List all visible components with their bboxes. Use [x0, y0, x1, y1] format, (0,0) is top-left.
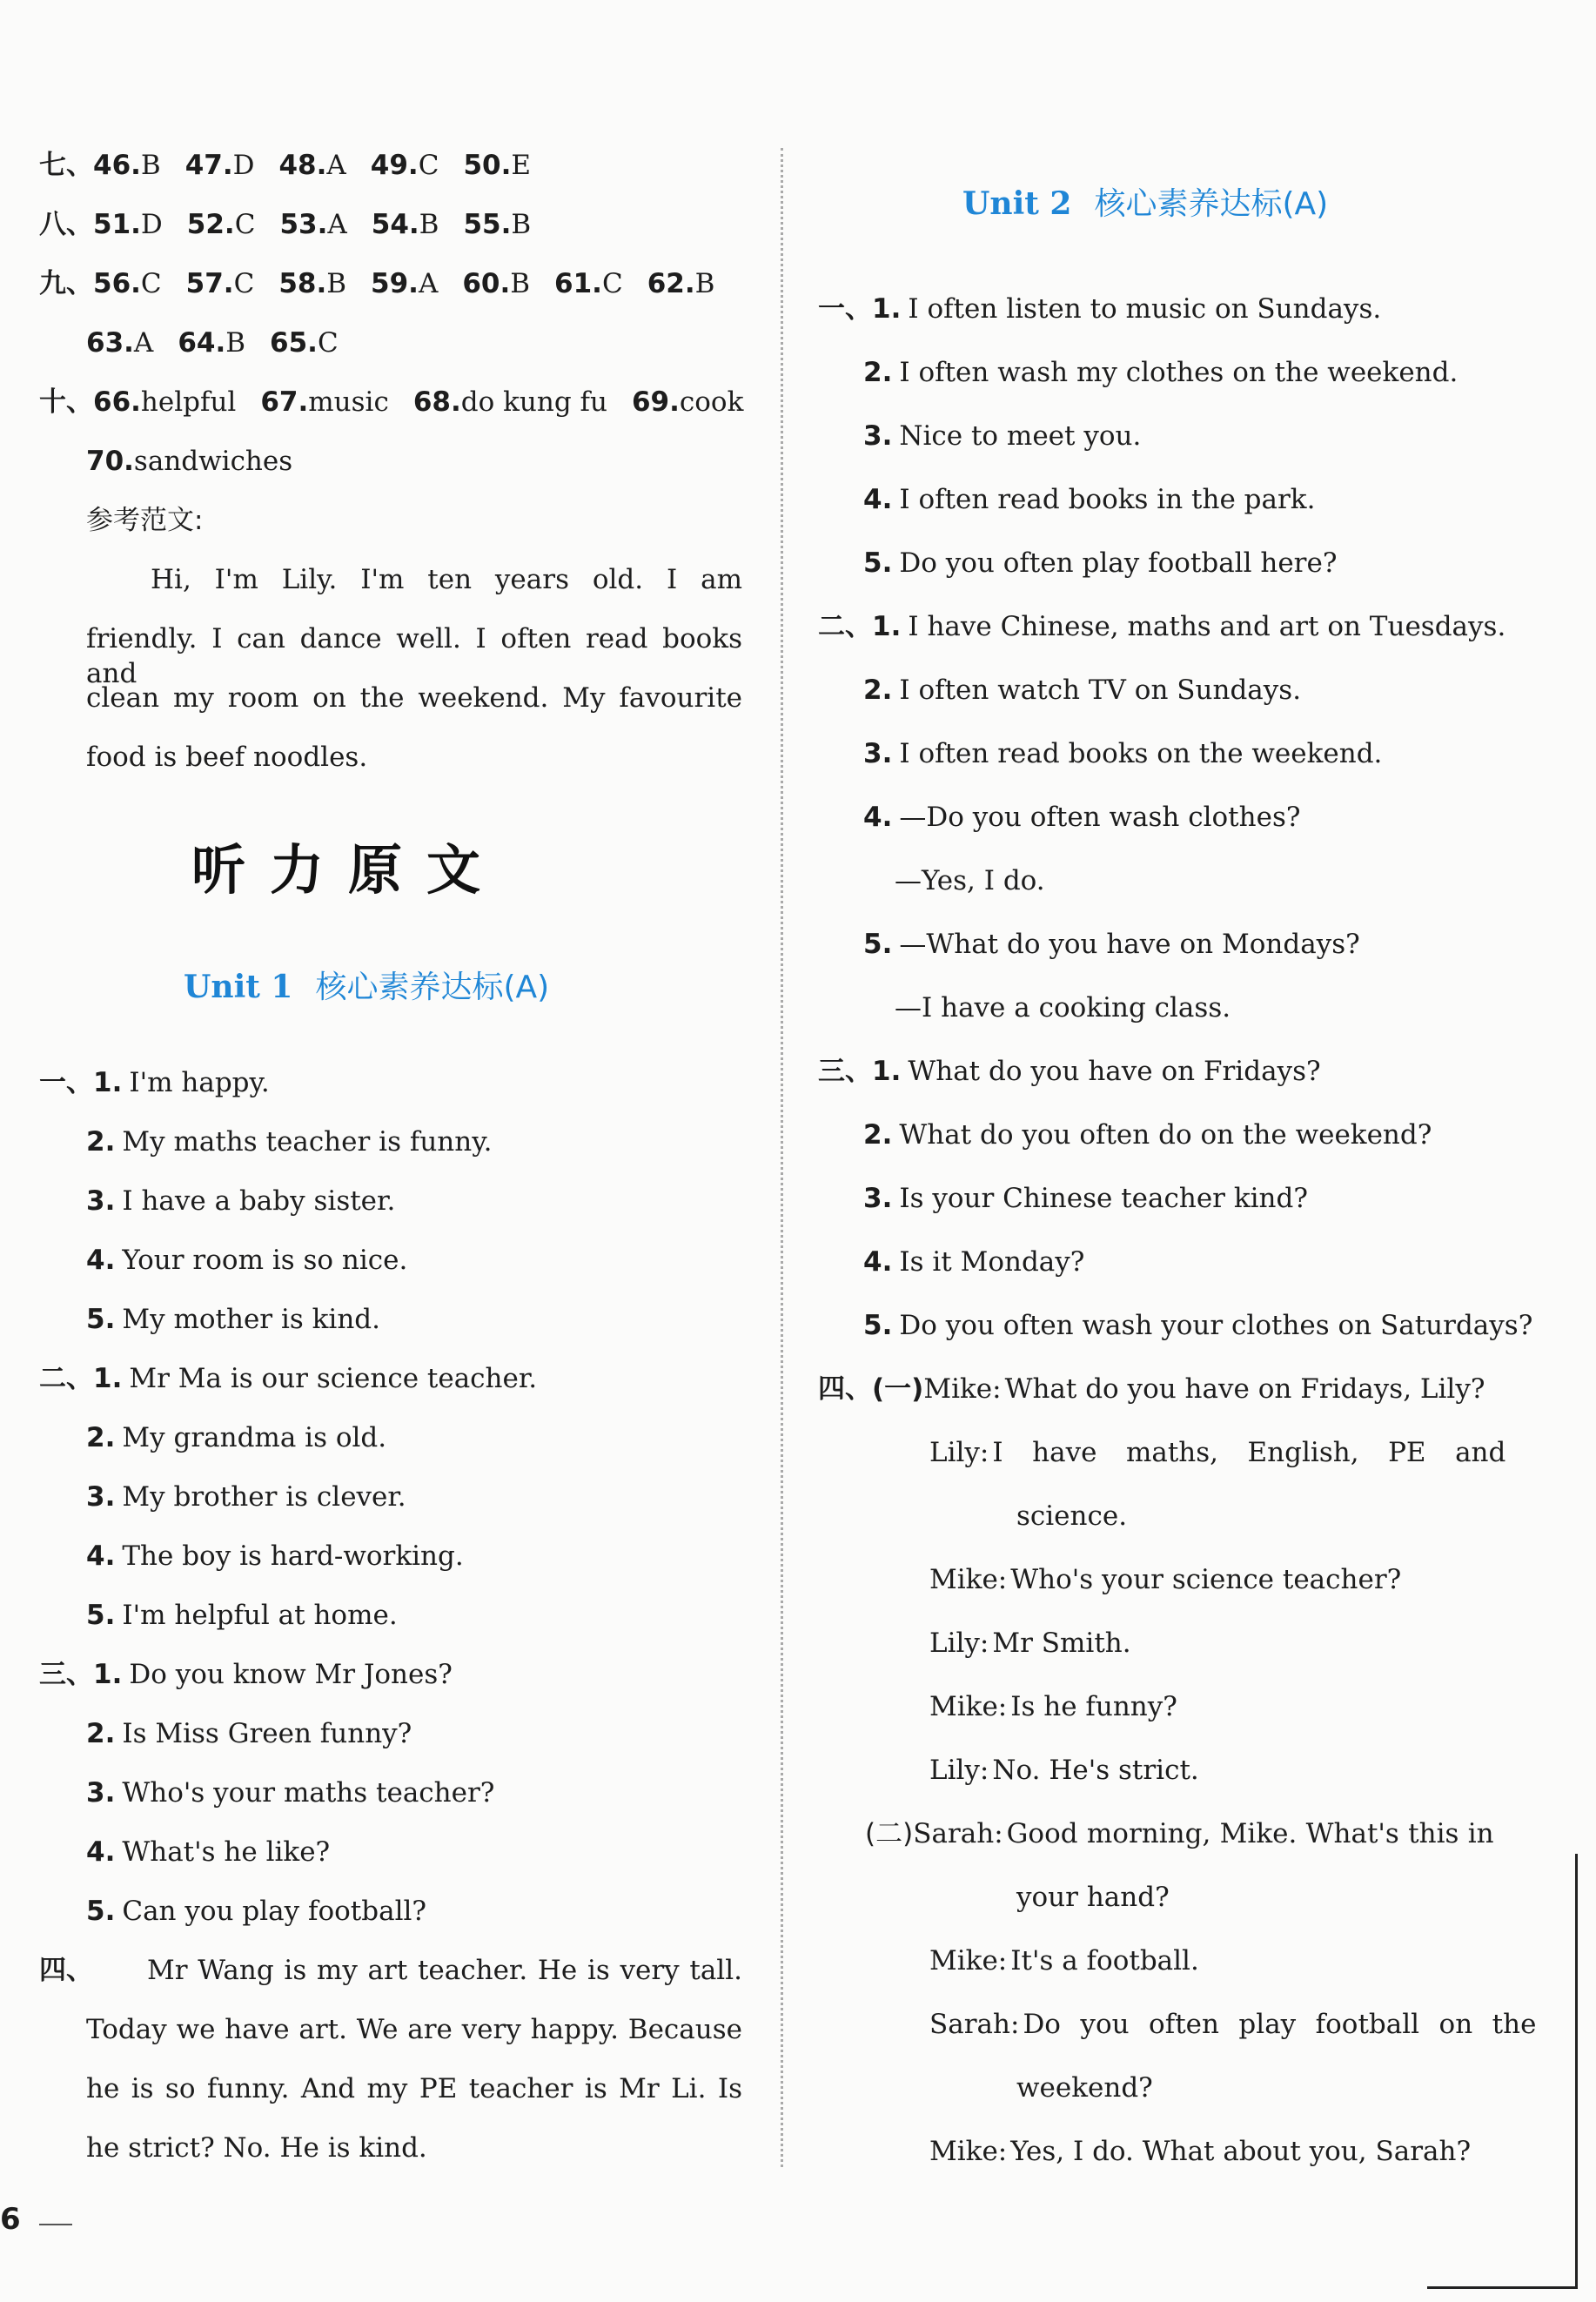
- answer-number: 63.: [86, 327, 134, 359]
- answer-item: [413, 386, 607, 418]
- answer-item: [260, 386, 388, 418]
- item-number: 2.: [86, 1718, 116, 1749]
- item-text: —I have a cooking class.: [895, 992, 1231, 1023]
- listening-item: [86, 1302, 380, 1337]
- answer-item: [86, 327, 153, 359]
- listening-item: [86, 1243, 407, 1278]
- listening-item: [863, 419, 1141, 453]
- listening-item: [86, 1480, 406, 1514]
- answer-value: D: [232, 150, 255, 181]
- item-number: 1.: [93, 1659, 123, 1690]
- answer-value: D: [140, 209, 163, 240]
- item-text: Is your Chinese teacher kind?: [899, 1183, 1308, 1214]
- answer-item: [372, 209, 439, 240]
- passage-line: Mr Wang is my art teacher. He is very tall.: [147, 1955, 742, 1986]
- unit-title: [962, 185, 1328, 224]
- item-text: Is it Monday?: [899, 1246, 1085, 1278]
- answer-item: [270, 327, 339, 359]
- listening-item: [39, 1361, 537, 1396]
- item-number: 1.: [93, 1363, 123, 1394]
- answer-item: [371, 268, 438, 299]
- section-label: 二、: [818, 611, 872, 642]
- answer-group-label: 十、: [39, 386, 93, 418]
- listening-item: [863, 1181, 1308, 1216]
- item-text: I often read books on the weekend.: [899, 738, 1383, 769]
- answer-line: [39, 207, 531, 242]
- speaker-name: Sarah:: [913, 1818, 1003, 1849]
- answer-item: [632, 386, 743, 418]
- passage-line: he strict? No. He is kind.: [86, 2132, 427, 2164]
- listening-item: [863, 1308, 1532, 1343]
- unit-title-en: Unit 2: [962, 185, 1072, 222]
- listening-item: [86, 1598, 398, 1633]
- item-text: —Yes, I do.: [895, 865, 1045, 896]
- item-text: Do you often play football here?: [899, 547, 1338, 579]
- speaker-name: Lily:: [929, 1755, 989, 1786]
- answer-line: [86, 444, 292, 479]
- answer-number: 65.: [270, 327, 318, 359]
- item-text: I often read books in the park.: [899, 484, 1316, 515]
- item-text: My grandma is old.: [122, 1422, 387, 1453]
- answer-number: 53.: [279, 209, 328, 240]
- answer-item: [278, 150, 345, 181]
- answer-value: B: [326, 268, 347, 299]
- dialogue-text: It's a football.: [1010, 1945, 1199, 1976]
- answer-number: 64.: [178, 327, 226, 359]
- answer-item: [93, 386, 236, 418]
- section-label: 一、: [39, 1067, 93, 1098]
- item-text: Mr Ma is our science teacher.: [129, 1363, 538, 1394]
- dialogue-text: your hand?: [1016, 1882, 1170, 1913]
- answer-number: 57.: [185, 268, 234, 299]
- answer-number: 70.: [86, 446, 134, 477]
- item-text: —What do you have on Mondays?: [899, 929, 1360, 960]
- answer-number: 69.: [631, 386, 680, 418]
- speaker-name: Sarah:: [929, 2009, 1020, 2040]
- dialogue-text: Who's your science teacher?: [1010, 1564, 1402, 1595]
- dialogue-text: Good morning, Mike. What's this in: [1006, 1818, 1494, 1849]
- answer-number: 60.: [462, 268, 511, 299]
- answer-value: B: [511, 209, 532, 240]
- answer-item: [93, 150, 161, 181]
- section-title: 听力原文: [191, 838, 506, 902]
- listening-item: [863, 482, 1315, 517]
- answer-value: C: [317, 327, 339, 359]
- answer-value: music: [308, 386, 389, 418]
- unit-title-cn: 核心素养达标(A): [315, 970, 550, 1005]
- answer-group-label: 九、: [39, 268, 93, 299]
- listening-item: [863, 355, 1458, 390]
- item-text: My brother is clever.: [122, 1481, 406, 1513]
- dialogue-text: science.: [1016, 1500, 1128, 1532]
- model-essay-line: friendly. I can dance well. I often read books and: [86, 623, 742, 689]
- passage-line: he is so funny. And my PE teacher is Mr Li. Is: [86, 2073, 742, 2104]
- speaker-name: Mike:: [929, 1564, 1008, 1595]
- item-text: Is Miss Green funny?: [122, 1718, 412, 1749]
- dialogue-text: No. He's strict.: [992, 1755, 1199, 1786]
- item-number: 4.: [863, 802, 893, 833]
- answer-item: [371, 150, 439, 181]
- item-number: 5.: [863, 1310, 893, 1341]
- listening-item: [86, 1420, 386, 1455]
- item-text: Do you often wash your clothes on Saturdays?: [899, 1310, 1533, 1341]
- dialogue-line: [865, 1816, 1494, 1851]
- speaker-name: Mike:: [929, 2136, 1008, 2167]
- answer-value: C: [140, 268, 162, 299]
- item-number: 5.: [86, 1600, 116, 1631]
- listening-item: [39, 1657, 453, 1692]
- item-number: 3.: [863, 1183, 893, 1214]
- unit-title-cn: 核心素养达标(A): [1094, 186, 1329, 222]
- answer-number: 51.: [93, 209, 141, 240]
- item-number: 2.: [86, 1126, 116, 1158]
- section-label: 二、: [39, 1363, 93, 1394]
- answer-value: do kung fu: [460, 386, 607, 418]
- item-text: Your room is so nice.: [122, 1245, 408, 1276]
- listening-item: [86, 1894, 426, 1929]
- listening-item: [86, 1835, 330, 1869]
- answer-group-label: 七、: [39, 150, 93, 181]
- listening-item: [863, 1117, 1432, 1152]
- item-number: 1.: [872, 293, 902, 325]
- answer-value: B: [140, 150, 161, 181]
- dialogue-text: I have maths, English, PE and: [992, 1437, 1506, 1468]
- listening-item: [818, 1054, 1321, 1089]
- item-text: What's he like?: [122, 1836, 331, 1868]
- answer-item: [93, 209, 163, 240]
- item-number: 3.: [86, 1185, 116, 1217]
- answer-item: [185, 150, 255, 181]
- answer-item: [554, 268, 623, 299]
- item-text: What do you have on Fridays?: [908, 1056, 1321, 1087]
- page-number: 6: [0, 2202, 21, 2237]
- answer-item: [278, 268, 346, 299]
- dialogue-section-label: 四、(一): [818, 1373, 924, 1405]
- item-number: 1.: [872, 611, 902, 642]
- answer-number: 56.: [93, 268, 141, 299]
- answer-item: [279, 209, 346, 240]
- answer-value: B: [419, 209, 439, 240]
- item-text: I have a baby sister.: [122, 1185, 396, 1217]
- item-number: 2.: [863, 674, 893, 706]
- answer-item: [186, 268, 255, 299]
- dialogue-line: [929, 1943, 1199, 1978]
- listening-item: [863, 1245, 1084, 1279]
- page-number-dash: [39, 2224, 72, 2225]
- answer-number: 46.: [93, 150, 141, 181]
- answer-item: [86, 446, 292, 477]
- item-text: The boy is hard-working.: [122, 1540, 464, 1572]
- column-divider: [781, 148, 783, 2167]
- dialogue-text: Do you often play football on the: [1023, 2009, 1537, 2040]
- page-edge-line: [1575, 1854, 1578, 2289]
- item-number: 3.: [86, 1481, 116, 1513]
- item-text: Who's your maths teacher?: [122, 1777, 495, 1809]
- item-number: 2.: [86, 1422, 116, 1453]
- answer-value: C: [234, 209, 256, 240]
- dialogue-text: What do you have on Fridays, Lily?: [1004, 1373, 1485, 1405]
- answer-item: [462, 268, 530, 299]
- answer-number: 67.: [260, 386, 309, 418]
- dialogue-line: [1016, 1880, 1170, 1915]
- answer-line: [86, 326, 339, 360]
- item-number: 4.: [86, 1836, 116, 1868]
- passage-label: 四、: [39, 1955, 93, 1986]
- dialogue-line: [929, 1626, 1131, 1661]
- model-essay-line: Hi, I'm Lily. I'm ten years old. I am: [151, 564, 742, 595]
- answer-number: 54.: [371, 209, 419, 240]
- item-number: 5.: [86, 1304, 116, 1335]
- dialogue-section-label: (二): [865, 1818, 914, 1849]
- dialogue-line: [929, 1753, 1199, 1788]
- answer-group-label: 八、: [39, 209, 93, 240]
- item-text: I often wash my clothes on the weekend.: [899, 357, 1459, 388]
- item-text: Nice to meet you.: [899, 420, 1142, 452]
- item-number: 2.: [863, 357, 893, 388]
- speaker-name: Mike:: [929, 1691, 1008, 1722]
- answer-value: A: [326, 150, 346, 181]
- dialogue-line: [929, 2134, 1471, 2169]
- answer-number: 52.: [186, 209, 235, 240]
- listening-item: [863, 927, 1360, 962]
- item-text: What do you often do on the weekend?: [899, 1119, 1432, 1151]
- item-number: 5.: [863, 547, 893, 579]
- listening-item: [86, 1184, 395, 1218]
- answer-number: 66.: [93, 386, 141, 418]
- answer-number: 47.: [184, 150, 233, 181]
- dialogue-line: [929, 2007, 1536, 2042]
- dialogue-text: Yes, I do. What about you, Sarah?: [1010, 2136, 1472, 2167]
- unit-title: [184, 968, 549, 1007]
- answer-value: B: [694, 268, 715, 299]
- item-number: 4.: [86, 1245, 116, 1276]
- item-text: My maths teacher is funny.: [122, 1126, 493, 1158]
- dialogue-text: Mr Smith.: [992, 1628, 1131, 1659]
- item-number: 3.: [863, 420, 893, 452]
- answer-value: B: [225, 327, 246, 359]
- dialogue-line: [818, 1372, 1485, 1406]
- answer-value: sandwiches: [133, 446, 293, 477]
- item-text: I'm helpful at home.: [122, 1600, 398, 1631]
- answer-value: A: [327, 209, 347, 240]
- answer-item: [463, 209, 531, 240]
- answer-number: 61.: [554, 268, 602, 299]
- model-essay-label: 参考范文:: [86, 505, 204, 536]
- section-label: 一、: [818, 293, 872, 325]
- answer-value: A: [133, 327, 154, 359]
- item-text: —Do you often wash clothes?: [899, 802, 1301, 833]
- item-text: I often listen to music on Sundays.: [908, 293, 1382, 325]
- item-text: Can you play football?: [122, 1896, 427, 1927]
- answer-number: 59.: [371, 268, 419, 299]
- answer-value: helpful: [140, 386, 237, 418]
- answer-line: [39, 266, 714, 301]
- item-number: 2.: [863, 1119, 893, 1151]
- listening-item: [863, 736, 1382, 771]
- item-number: 1.: [872, 1056, 902, 1087]
- listening-item: [86, 1124, 492, 1159]
- answer-item: [463, 150, 531, 181]
- speaker-name: Mike:: [923, 1373, 1002, 1405]
- listening-item: [86, 1775, 494, 1810]
- answer-line: [39, 148, 531, 183]
- item-number: 5.: [863, 929, 893, 960]
- dialogue-line: [929, 1435, 1505, 1470]
- unit-title-en: Unit 1: [184, 969, 293, 1005]
- listening-item: [895, 990, 1231, 1025]
- dialogue-line: [1016, 2070, 1153, 2105]
- answer-number: 62.: [647, 268, 695, 299]
- listening-item: [86, 1716, 412, 1751]
- answer-item: [178, 327, 245, 359]
- answer-number: 49.: [370, 150, 419, 181]
- passage-line: Today we have art. We are very happy. Because: [86, 2014, 742, 2045]
- speaker-name: Lily:: [929, 1437, 989, 1468]
- listening-item: [863, 546, 1337, 581]
- answer-number: 58.: [278, 268, 327, 299]
- dialogue-line: [1016, 1499, 1127, 1534]
- answer-item: [93, 268, 162, 299]
- answer-value: cook: [679, 386, 744, 418]
- answer-number: 55.: [463, 209, 512, 240]
- model-essay-line: clean my room on the weekend. My favourite: [86, 682, 742, 714]
- speaker-name: Mike:: [929, 1945, 1008, 1976]
- listening-item: [86, 1539, 464, 1574]
- section-label: 三、: [818, 1056, 872, 1087]
- listening-item: [863, 673, 1301, 708]
- answer-item: [187, 209, 256, 240]
- item-text: Do you know Mr Jones?: [129, 1659, 453, 1690]
- dialogue-line: [929, 1689, 1177, 1724]
- speaker-name: Lily:: [929, 1628, 989, 1659]
- item-number: 3.: [86, 1777, 116, 1809]
- listening-item: [818, 609, 1505, 644]
- answer-value: E: [511, 150, 532, 181]
- listening-item: [895, 863, 1045, 898]
- answer-value: C: [233, 268, 255, 299]
- answer-number: 48.: [278, 150, 327, 181]
- answer-value: C: [601, 268, 623, 299]
- item-number: 5.: [86, 1896, 116, 1927]
- listening-item: [39, 1065, 270, 1100]
- section-label: 三、: [39, 1659, 93, 1690]
- answer-value: B: [510, 268, 531, 299]
- item-number: 4.: [86, 1540, 116, 1572]
- dialogue-text: weekend?: [1016, 2072, 1153, 2104]
- answer-line: [39, 385, 743, 419]
- item-text: I have Chinese, maths and art on Tuesdays.: [908, 611, 1506, 642]
- item-text: I often watch TV on Sundays.: [899, 674, 1302, 706]
- dialogue-line: [929, 1562, 1401, 1597]
- listening-item: [818, 292, 1381, 326]
- item-text: My mother is kind.: [122, 1304, 381, 1335]
- item-number: 4.: [863, 1246, 893, 1278]
- listening-item: [863, 800, 1300, 835]
- page-edge-foot: [1427, 2286, 1577, 2289]
- model-essay-line: food is beef noodles.: [86, 742, 368, 773]
- dialogue-text: Is he funny?: [1010, 1691, 1177, 1722]
- answer-number: 68.: [412, 386, 461, 418]
- item-number: 1.: [93, 1067, 123, 1098]
- item-number: 4.: [863, 484, 893, 515]
- item-number: 3.: [863, 738, 893, 769]
- answer-value: A: [418, 268, 439, 299]
- answer-number: 50.: [463, 150, 512, 181]
- item-text: I'm happy.: [129, 1067, 270, 1098]
- answer-item: [647, 268, 715, 299]
- answer-value: C: [418, 150, 439, 181]
